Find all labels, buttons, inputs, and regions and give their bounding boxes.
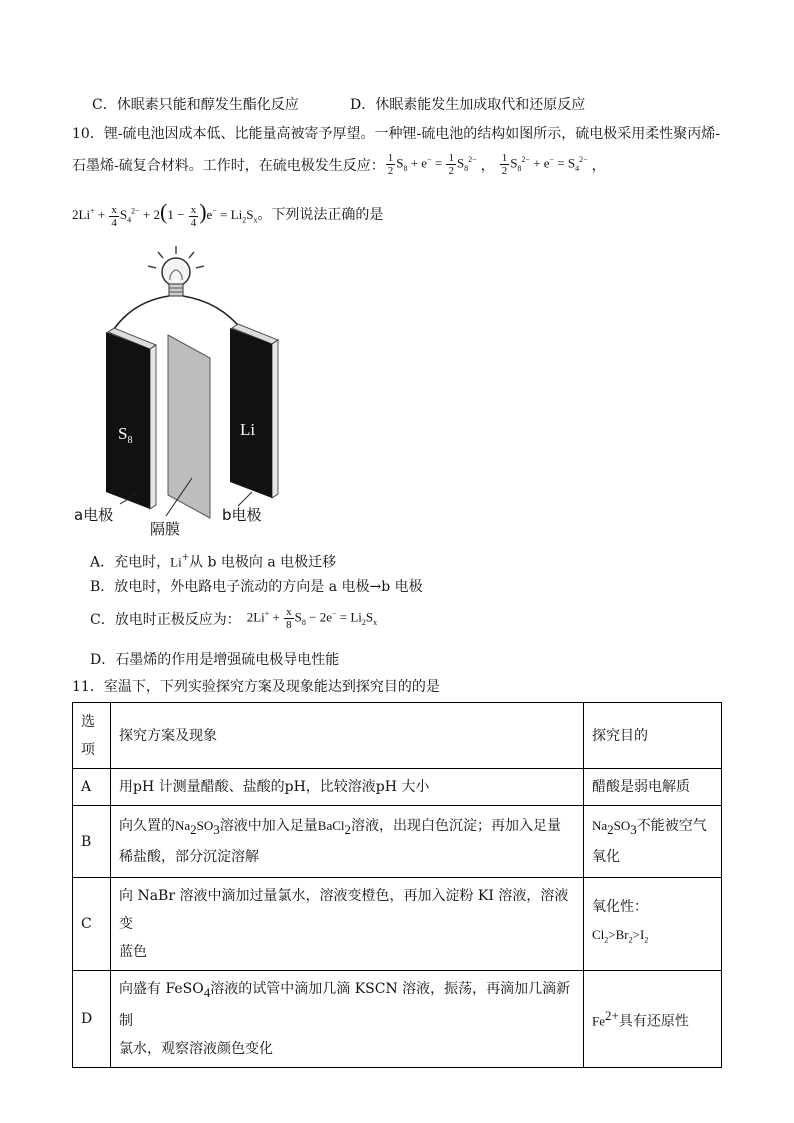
table-row [73,769,722,806]
row-b-scheme: 向久置的$Na_2SO_3$溶液中加入足量BaCl$_2$溶液，出现白色沉淀；再加入足量 稀盐酸，部分沉淀溶解 [111,806,584,878]
row-b-purpose: $Na_2SO_3$不能被空气 氧化 [584,806,722,878]
header-scheme: 探究方案及现象 [111,703,584,769]
row-a-scheme: 用pH 计测量醋酸、盐酸的pH，比较溶液pH 大小 [111,769,584,806]
q11-stem: 11．室温下，下列实验探究方案及现象能达到探究目的的是 [72,679,440,695]
q11-table [72,702,722,1068]
row-a-purpose: 醋酸是弱电解质 [584,769,722,806]
row-d-scheme: 向盛有 FeSO$_4$溶液的试管中滴加几滴 KSCN 溶液，振荡，再滴加几滴新制 氯水，观察溶液颜色变化 [111,971,584,1068]
row-b-option: B [73,806,111,878]
q10-stem-line1: 10．锂-硫电池因成本低、比能量高被寄予厚望。一种锂-硫电池的结构如图所示，硫电极采用柔性聚丙烯- [72,126,721,142]
table-row [73,878,722,971]
table-row [73,806,722,878]
q10-option-a: A．充电时，Li+从 b 电极向 a 电极迁移 [90,549,337,571]
q9-option-c: C．休眠素只能和醇发生酯化反应 [92,97,299,113]
q10-option-b: B．放电时，外电路电子流动的方向是 a 电极→b 电极 [90,579,423,595]
row-c-purpose: 氧化性： $Cl_2>Br_2>I_2$ [584,878,722,971]
q10-equation-1: $\frac{1}{2}$ $S_8 + e^-$ = $\frac{1}{2}$ $S_8^{2-}$ [387,152,477,177]
label-separator: 隔膜 [150,520,181,538]
header-purpose: 探究目的 [584,703,722,769]
table-row [73,971,722,1068]
electrode-a-s8 [106,328,156,509]
header-option: 选 项 [73,703,111,769]
electrode-b-label: Li [240,420,256,439]
row-a-option: A [73,769,111,806]
battery-diagram [70,242,290,542]
external-wire [110,296,242,335]
q10-stem-line3 [72,199,383,229]
label-a-electrode: a电极 [74,506,114,524]
q10-stem-line2: 石墨烯-硫复合材料。工作时，在硫电极发生反应： $\frac{1}{2}$ $S_8 + e^-$ = $\frac{1}{2}$ $S_8^{2-}$ ， $\frac{1}{2}$ $S_8^{2-} + e^- = S_4^{2-}$ ， [72,152,606,177]
row-c-option: C [73,878,111,971]
light-bulb-icon [162,258,190,296]
q10-equation-3: 2Li+ + $\frac{x}{4}$ $S_4^{2-} + 2(1$ − $\frac{x}{4}$ )$e^- = Li_2S_x$ [72,199,258,229]
electrode-a-label: $S_8$ [118,424,133,446]
row-d-option: D [73,971,111,1068]
label-b-electrode: b电极 [222,506,262,524]
table-header-row [73,703,722,769]
q10-stem-line3-text: 。下列说法正确的是 [257,206,384,223]
q10-equation-2: $\frac{1}{2}$ $S_8^{2-} + e^- = S_4^{2-}$ [501,152,588,177]
q10-option-d: D．石墨烯的作用是增强硫电极导电性能 [90,652,340,668]
separator-membrane [168,335,210,518]
electrode-b-li [230,324,278,498]
row-d-purpose: $Fe^{2+}$具有还原性 [584,971,722,1068]
row-c-scheme: 向 NaBr 溶液中滴加过量氯水，溶液变橙色，再加入淀粉 KI 溶液，溶液变 蓝色 [111,878,584,971]
q9-option-d: D．休眠素能发生加成取代和还原反应 [350,97,586,113]
q10-stem-line2-text: 石墨烯-硫复合材料。工作时，在硫电极发生反应： [72,157,385,174]
q10-option-c: C．放电时正极反应为： 2Li+ + $\frac{x}{8}$ $S_8 - 2e^- = Li_2S_x$ [90,606,378,631]
